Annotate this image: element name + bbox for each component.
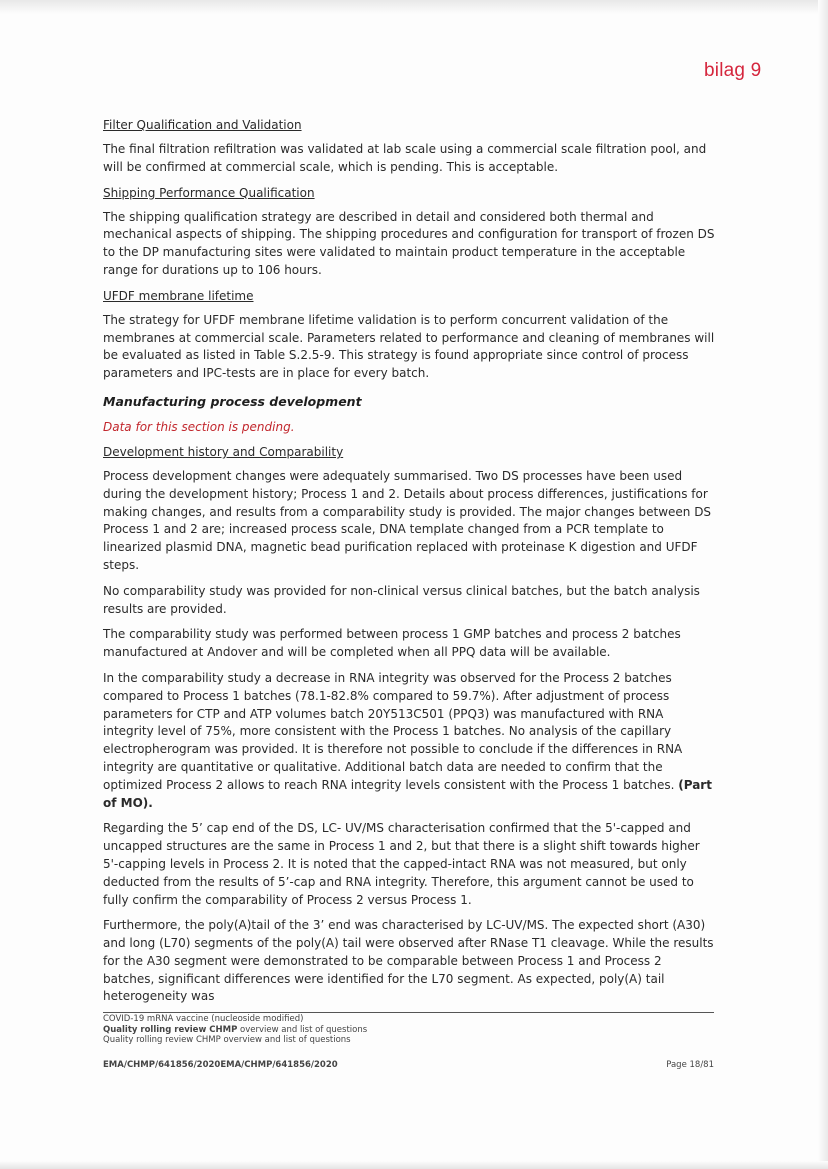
shipping-qualification-heading: Shipping Performance Qualification <box>103 185 315 200</box>
filter-qualification-heading: Filter Qualification and Validation <box>103 118 302 132</box>
development-paragraph-5: Regarding the 5’ cap end of the DS, LC- UV/MS characterisation confirmed that the 5'-capped and uncapped structures are the same in Process 1 and 2, but that there is a slight shift towards higher 5'-capping levels in Process 2. It is noted that the capped-intact RNA was not measured, but only deducted from the results of 5’-cap and RNA integrity. Therefore, this argument cannot be used to fully confirm the comparability of Process 2 versus Process 1. <box>103 821 700 907</box>
development-paragraph-6: Furthermore, the poly(A)tail of the 3’ end was characterised by LC-UV/MS. The expected short (A30) and long (L70) segments of the poly(A) tail were observed after RNase T1 cleavage. While the results for the A30 segment were demonstrated to be comparable between Process 1 and Process 2 batches, significant differences were identified for the L70 segment. As expected, poly(A) tail heterogeneity was <box>103 918 714 1004</box>
bilag-stamp: bilag 9 <box>704 60 762 81</box>
filter-qualification-text: The final filtration refiltration was validated at lab scale using a commercial scale filtration pool, and will be confirmed at commercial scale, which is pending. This is acceptable. <box>103 142 707 174</box>
footer-review-rest: overview and list of questions <box>237 1024 368 1035</box>
scan-top-shadow <box>0 0 828 14</box>
page-footer <box>103 1014 714 1046</box>
ufdf-membrane-heading: UFDF membrane lifetime <box>103 288 254 303</box>
footer-bottom-row <box>103 1060 714 1072</box>
shipping-qualification-text: The shipping qualification strategy are described in detail and considered both thermal and mechanical aspects of shipping. The shipping procedures and configuration for transport of frozen DS to the DP manufacturing sites were validated to maintain product temperature in the acceptable range for durations up to 106 hours. <box>103 209 715 277</box>
ufdf-membrane-text: The strategy for UFDF membrane lifetime validation is to perform concurrent validation of the membranes at commercial scale. Parameters related to performance and cleaning of membranes will be evaluated as listed in Table S.2.5-9. This strategy is found appropriate since control of process parameters and IPC-tests are in place for every batch. <box>103 312 715 381</box>
document-body <box>103 117 715 1014</box>
manufacturing-process-heading: Manufacturing process development <box>103 393 362 409</box>
development-paragraph-2: No comparability study was provided for non-clinical versus clinical batches, but the batch analysis results are provided. <box>103 583 700 616</box>
footer-review-line <box>103 1025 714 1036</box>
development-paragraph-4 <box>103 670 715 812</box>
footer-divider <box>103 1012 714 1013</box>
development-history-heading: Development history and Comparability <box>103 444 344 459</box>
footer-product-line: COVID-19 mRNA vaccine (nucleoside modified) <box>103 1014 304 1024</box>
part-of-mo-label: (Part of MO). <box>103 777 712 810</box>
scan-bottom-shadow <box>0 1161 828 1169</box>
page-number: Page 18/81 <box>666 1060 714 1070</box>
footer-review-line-2: Quality rolling review CHMP overview and list of questions <box>103 1035 351 1045</box>
development-paragraph-1: Process development changes were adequately summarised. Two DS processes have been used during the development history; Process 1 and 2. Details about process differences, justifications for making changes, and results from a comparability study is provided. The major changes between DS Process 1 and 2 are; increased process scale, DNA template changed from a PCR template to linearized plasmid DNA, magnetic bead purification replaced with proteinase K digestion and UFDF steps. <box>103 468 712 572</box>
pending-note: Data for this section is pending. <box>103 419 295 434</box>
scan-right-edge <box>818 0 828 1169</box>
development-paragraph-3: The comparability study was performed between process 1 GMP batches and process 2 batches manufactured at Andover and will be completed when all PPQ data will be available. <box>103 627 681 660</box>
footer-review-bold: Quality rolling review CHMP <box>103 1024 238 1035</box>
paragraph-4-text: In the comparability study a decrease in RNA integrity was observed for the Process 2 batches compared to Process 1 batches (78.1-82.8% compared to 59.7%). After adjustment of process parameters for CTP and ATP volumes batch 20Y513C501 (PPQ3) was manufactured with RNA integrity level of 75%, more consistent with the Process 1 batches. No analysis of the capillary electropherogram was provided. It is therefore not possible to conclude if the differences in RNA integrity are quantitative or qualitative. Additional batch data are needed to confirm that the optimized Process 2 allows to reach RNA integrity levels consistent with the Process 1 batches. <box>103 670 683 792</box>
document-reference: EMA/CHMP/641856/2020EMA/CHMP/641856/2020 <box>103 1060 338 1070</box>
